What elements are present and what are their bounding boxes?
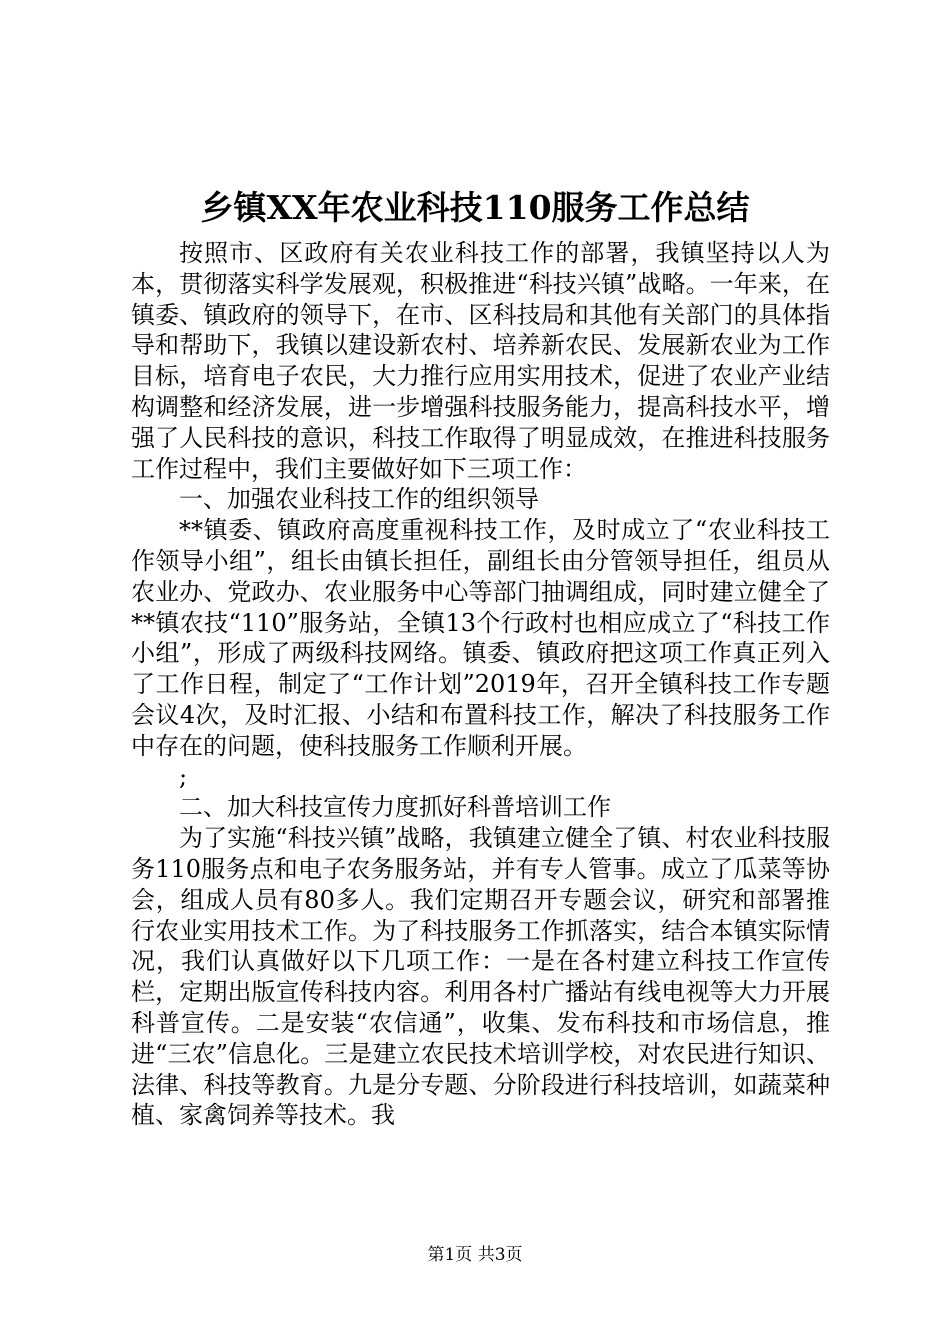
intro-paragraph: 按照市、区政府有关农业科技工作的部署，我镇坚持以人为本，贯彻落实科学发展观，积极推进“科技兴镇”战略。一年来，在镇委、镇政府的领导下，在市、区科技局和其他有关部门的具体指导和帮助下，我镇以建设新农村、培养新农民、发展新农业为工作目标，培育电子农民，大力推行应用实用技术，促进了农业产业结构调整和经济发展，进一步增强科技服务能力，提高科技水平，增强了人民科技的意识，科技工作取得了明显成效，在推进科技服务工作过程中，我们主要做好如下三项工作： bbox=[131, 239, 830, 483]
document-title: 乡镇XX年农业科技110服务工作总结 bbox=[200, 188, 750, 227]
document-body bbox=[131, 238, 830, 1131]
section-heading-1: 一、加强农业科技工作的组织领导 bbox=[179, 485, 539, 514]
section-heading-2: 二、加大科技宣传力度抓好科普培训工作 bbox=[179, 793, 611, 822]
section-2-paragraph: 为了实施“科技兴镇”战略，我镇建立健全了镇、村农业科技服务110服务点和电子农务服务站，并有专人管事。成立了瓜菜等协会，组成人员有80多人。我们定期召开专题会议，研究和部署推行农业实用技术工作。为了科技服务工作抓落实，结合本镇实际情况，我们认真做好以下几项工作：一是在各村建立科技工作宣传栏，定期出版宣传科技内容。利用各村广播站有线电视等大力开展科普宣传。二是安装“农信通”，收集、发布科技和市场信息，推进“三农”信息化。三是建立农民技术培训学校，对农民进行知识、法律、科技等教育。九是分专题、分阶段进行科技培训，如蔬菜种植、家禽饲养等技术。我 bbox=[131, 824, 830, 1130]
section-1-paragraph: **镇委、镇政府高度重视科技工作，及时成立了“农业科技工作领导小组”，组长由镇长担任，副组长由分管领导担任，组员从农业办、党政办、农业服务中心等部门抽调组成，同时建立健全了**镇农技“110”服务站，全镇13个行政村也相应成立了“科技工作小组”，形成了两级科技网络。镇委、镇政府把这项工作真正列入了工作日程，制定了“工作计划”2019年，召开全镇科技工作专题会议4次，及时汇报、小结和布置科技工作，解决了科技服务工作中存在的问题，使科技服务工作顺利开展。 bbox=[131, 516, 830, 760]
stray-semicolon: ; bbox=[179, 762, 188, 791]
page-footer: 第1页 共3页 bbox=[427, 1245, 523, 1265]
